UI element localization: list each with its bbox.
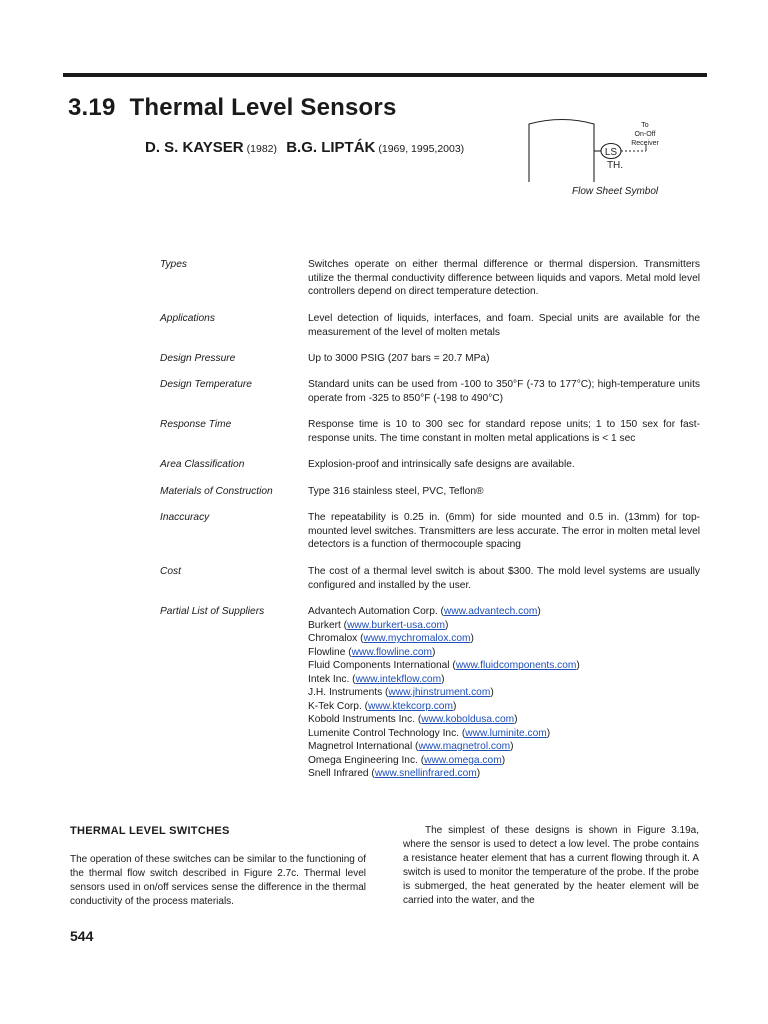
supplier-link[interactable]: www.omega.com [424, 754, 502, 766]
list-item: Kobold Instruments Inc. (www.koboldusa.com) [308, 714, 518, 725]
spec-label: Response Time [160, 419, 232, 430]
th-tag: TH. [606, 160, 624, 171]
supplier-link[interactable]: www.jhinstrument.com [388, 687, 491, 698]
supplier-name: K-Tek Corp. [308, 700, 362, 712]
supplier-name: Fluid Components International [308, 660, 450, 671]
spec-label: Materials of Construction [160, 486, 273, 497]
supplier-link[interactable]: www.magnetrol.com [418, 741, 511, 752]
supplier-name: Burkert [308, 619, 341, 631]
section-title [68, 94, 397, 122]
spec-label: Types [160, 259, 187, 270]
spec-value: Explosion-proof and intrinsically safe designs are available. [308, 459, 575, 470]
supplier-link[interactable]: www.luminite.com [465, 727, 547, 739]
spec-value: The cost of a thermal level switch is about $300. The mold level systems are usually configured and installed by the user. [308, 566, 700, 591]
spec-value: Switches operate on either thermal difference or thermal dispersion. Transmitters utilize the thermal conductivity difference between liquids and vapors. Metal mold level controllers depend on direct temperature detection. [308, 259, 700, 297]
list-item: Burkert (www.burkert-usa.com) [308, 619, 449, 631]
list-item: Lumenite Control Technology Inc. (www.luminite.com) [308, 727, 551, 739]
page-number: 544 [70, 928, 94, 944]
spec-value: The repeatability is 0.25 in. (6mm) for side mounted and 0.5 in. (13mm) for top-mounted level switches. Transmitters are less accurate. The error in molten metal level detectors is a function of thermocouple spacing [308, 512, 700, 550]
list-item: Omega Engineering Inc. (www.omega.com) [308, 754, 506, 766]
spec-label: Cost [160, 566, 181, 577]
to-label: To [641, 122, 649, 129]
list-item: Chromalox (www.mychromalox.com) [308, 633, 474, 644]
spec-label: Design Temperature [160, 379, 252, 390]
supplier-name: Flowline [308, 646, 346, 658]
tank-outline [529, 120, 594, 183]
supplier-name: Advantech Automation Corp. [308, 606, 438, 617]
section-title-text: Thermal Level Sensors [129, 94, 397, 121]
author-years: (1969, 1995,2003) [378, 143, 465, 155]
subsection-heading: THERMAL LEVEL SWITCHES [70, 825, 230, 837]
supplier-link[interactable]: www.intekflow.com [355, 673, 442, 685]
supplier-name: Kobold Instruments Inc. [308, 714, 416, 725]
spec-value: Standard units can be used from -100 to 350°F (-73 to 177°C); high-temperature units operate from -325 to 850°F (-198 to 490°C) [308, 379, 700, 404]
on-off-label: On-Off [634, 131, 656, 138]
supplier-name: J.H. Instruments [308, 687, 383, 698]
authors-line [145, 139, 469, 156]
top-rule [63, 73, 707, 77]
spec-label: Inaccuracy [160, 512, 210, 523]
supplier-link[interactable]: www.burkert-usa.com [347, 619, 446, 631]
section-number: 3.19 [68, 94, 116, 121]
spec-label: Applications [160, 313, 215, 324]
supplier-link[interactable]: www.flowline.com [351, 646, 432, 658]
list-item: Fluid Components International (www.fluidcomponents.com) [308, 660, 580, 671]
supplier-name: Omega Engineering Inc. [308, 754, 418, 766]
receiver-label: Receiver [631, 140, 659, 147]
spec-label: Partial List of Suppliers [160, 606, 265, 617]
supplier-link[interactable]: www.ktekcorp.com [368, 700, 453, 712]
list-item: J.H. Instruments (www.jhinstrument.com) [308, 687, 494, 698]
author-years: (1982) [246, 143, 278, 155]
body-paragraph-left: The operation of these switches can be similar to the functioning of the thermal flow switch described in Figure 2.7c. Thermal level sensors used in on/off services sense the difference in the thermal conductivity of the process materials. [70, 854, 366, 907]
supplier-name: Magnetrol International [308, 741, 413, 752]
supplier-link[interactable]: www.advantech.com [443, 606, 538, 617]
author-name: B.G. LIPTÁK [286, 139, 376, 156]
author-name: D. S. KAYSER [145, 139, 244, 156]
supplier-link[interactable]: www.snellinfrared.com [374, 768, 477, 779]
spec-value: Type 316 stainless steel, PVC, Teflon® [308, 486, 484, 497]
list-item: Intek Inc. (www.intekflow.com) [308, 673, 445, 685]
supplier-link[interactable]: www.koboldusa.com [421, 714, 515, 725]
list-item: Advantech Automation Corp. (www.advantech.com) [308, 606, 541, 617]
spec-value: Level detection of liquids, interfaces, and foam. Special units are available for the measurement of the level of molten metals [308, 313, 700, 338]
supplier-name: Intek Inc. [308, 673, 350, 685]
spec-value: Response time is 10 to 300 sec for standard repose units; 1 to 150 sex for fast-response units. The time constant in molten metal applications is < 1 sec [308, 419, 700, 444]
supplier-link[interactable]: www.mychromalox.com [363, 633, 471, 644]
ls-tag: LS [604, 147, 618, 158]
list-item: Magnetrol International (www.magnetrol.com) [308, 741, 514, 752]
list-item: Flowline (www.flowline.com) [308, 646, 436, 658]
list-item: Snell Infrared (www.snellinfrared.com) [308, 768, 481, 779]
supplier-name: Lumenite Control Technology Inc. [308, 727, 460, 739]
body-paragraph-right: The simplest of these designs is shown in Figure 3.19a, where the sensor is used to detect a low level. The probe contains a resistance heater element that has a current flowing through it. A switch is used to monitor the temperature of the probe. If the probe is submerged, the heat generated by the heater element will be carried into the water, and the [403, 825, 699, 906]
flow-sheet-caption: Flow Sheet Symbol [572, 186, 659, 197]
supplier-name: Chromalox [308, 633, 358, 644]
spec-label: Area Classification [160, 459, 245, 470]
supplier-list [308, 605, 700, 781]
spec-value: Up to 3000 PSIG (207 bars = 20.7 MPa) [308, 353, 490, 364]
list-item: K-Tek Corp. (www.ktekcorp.com) [308, 700, 457, 712]
spec-label: Design Pressure [160, 353, 236, 364]
supplier-name: Snell Infrared [308, 768, 369, 779]
supplier-link[interactable]: www.fluidcomponents.com [455, 660, 577, 671]
